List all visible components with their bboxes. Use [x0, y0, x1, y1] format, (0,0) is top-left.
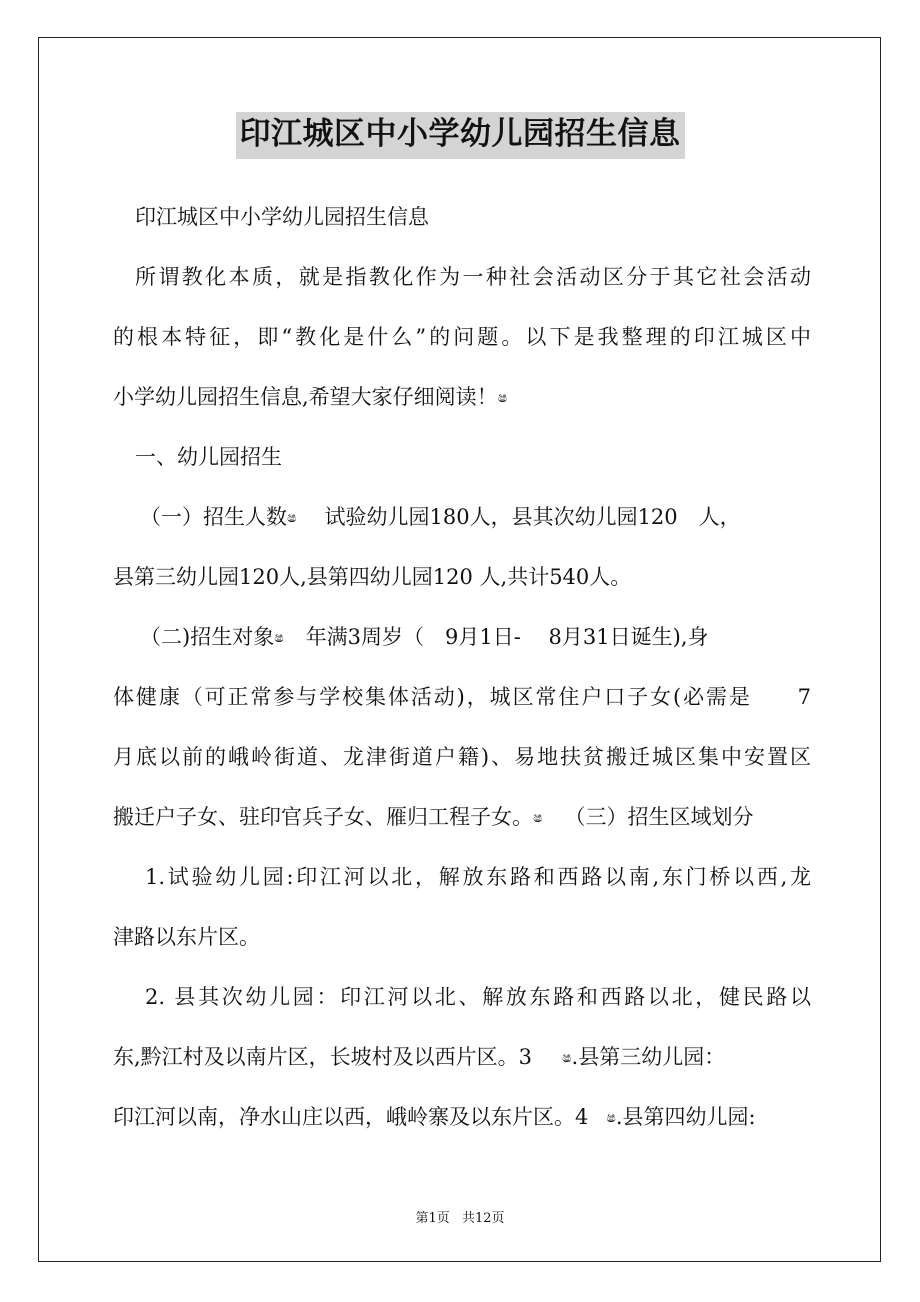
paragraph-mark-icon: ෂ	[562, 1050, 572, 1066]
paragraph-line	[140, 503, 811, 532]
paragraph-line	[113, 1103, 811, 1132]
page-footer	[0, 1207, 920, 1226]
section-heading: 一、幼儿园招生	[135, 445, 282, 469]
paragraph-line: 的根本特征，即“教化是什么”的问题。以下是我整理的印江城区中	[113, 325, 811, 349]
paragraph-text: 搬迁户子女、驻印官兵子女、雁归工程子女。	[113, 805, 533, 829]
paragraph-mark-icon: ෂ	[274, 630, 284, 646]
paragraph-text: 年满3周岁（ 9月1日- 8月31日诞生),身	[305, 625, 709, 649]
paragraph-line: 体健康（可正常参与学校集体活动)，城区常住户口子女(必需是 7	[113, 685, 811, 709]
paragraph-line: 1.试验幼儿园:印江河以北，解放东路和西路以南,东门桥以西,龙	[145, 865, 811, 889]
paragraph-text: 东,黔江村及以南片区，长坡村及以西片区。3	[113, 1045, 533, 1069]
paragraph-line: 县第三幼儿园120人,县第四幼儿园120 人,共计540人。	[113, 565, 632, 589]
paragraph-line: 2. 县其次幼儿园：印江河以北、解放东路和西路以北，健民路以	[145, 985, 811, 1009]
title-container	[0, 112, 920, 159]
subsection-heading: （一）招生人数	[140, 505, 287, 529]
paragraph-line	[113, 383, 811, 412]
paragraph-line	[113, 803, 811, 832]
paragraph-line: 所谓教化本质，就是指教化作为一种社会活动区分于其它社会活动	[135, 265, 811, 289]
paragraph-line	[113, 1043, 811, 1072]
page-number: 第1页	[415, 1211, 450, 1226]
paragraph-text: .县第三幼儿园：	[571, 1045, 726, 1069]
paragraph-text: 印江河以南，净水山庄以西，峨岭寨及以东片区。4	[113, 1105, 589, 1129]
paragraph-mark-icon: ෂ	[287, 510, 297, 526]
paragraph-text: .县第四幼儿园:	[615, 1105, 756, 1129]
paragraph-mark-icon: ෂ	[606, 1110, 616, 1126]
paragraph-line	[140, 623, 811, 652]
subsection-heading: （三）招生区域划分	[564, 805, 754, 829]
subsection-heading: （二)招生对象	[140, 625, 275, 649]
document-title: 印江城区中小学幼儿园招生信息	[236, 112, 685, 159]
paragraph-mark-icon: ෂ	[533, 810, 543, 826]
subtitle-line: 印江城区中小学幼儿园招生信息	[135, 205, 429, 229]
paragraph-mark-icon: ෂ	[497, 390, 508, 406]
paragraph-line: 月底以前的峨岭街道、龙津街道户籍)、易地扶贫搬迁城区集中安置区	[113, 745, 811, 769]
paragraph-line: 津路以东片区。	[113, 925, 260, 949]
page-total: 共12页	[461, 1211, 505, 1226]
paragraph-text: 试验幼儿园180人，县其次幼儿园120 人，	[324, 505, 741, 529]
paragraph-text: 小学幼儿园招生信息,希望大家仔细阅读！	[113, 385, 498, 409]
